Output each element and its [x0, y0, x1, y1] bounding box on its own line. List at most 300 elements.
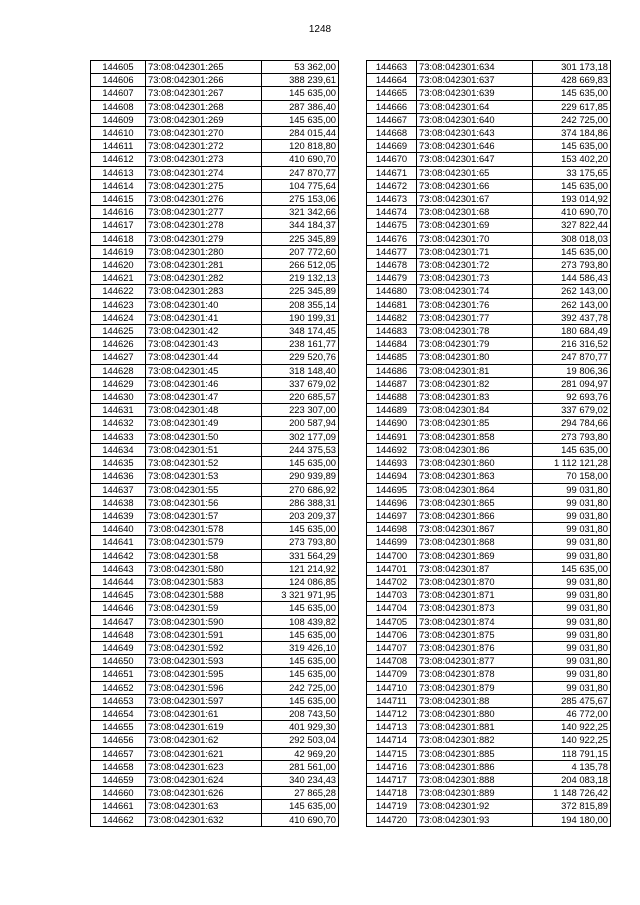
value-cell: 203 209,37	[262, 509, 339, 522]
table-row	[91, 496, 339, 509]
table-row	[91, 615, 339, 628]
value-cell: 392 437,78	[533, 311, 611, 324]
cadastral-number: 73:08:042301:53	[146, 470, 262, 483]
value-cell: 318 148,40	[262, 364, 339, 377]
cadastral-number: 73:08:042301:583	[146, 575, 262, 588]
table-row	[91, 166, 339, 179]
value-cell: 262 143,00	[533, 285, 611, 298]
cadastral-number: 73:08:042301:870	[417, 575, 533, 588]
value-cell: 308 018,03	[533, 232, 611, 245]
table-row	[91, 549, 339, 562]
value-cell: 410 690,70	[533, 206, 611, 219]
table-row	[367, 206, 611, 219]
cadastral-number: 73:08:042301:632	[146, 813, 262, 826]
row-number: 144720	[367, 813, 417, 826]
table-row	[367, 285, 611, 298]
cadastral-number: 73:08:042301:277	[146, 206, 262, 219]
row-number: 144644	[91, 575, 146, 588]
table-row	[91, 430, 339, 443]
table-row	[91, 113, 339, 126]
table-row	[91, 338, 339, 351]
row-number: 144705	[367, 615, 417, 628]
value-cell: 208 355,14	[262, 298, 339, 311]
value-cell: 3 321 971,95	[262, 589, 339, 602]
table-row	[91, 707, 339, 720]
cadastral-number: 73:08:042301:580	[146, 562, 262, 575]
cadastral-number: 73:08:042301:62	[146, 734, 262, 747]
value-cell: 262 143,00	[533, 298, 611, 311]
value-cell: 281 094,97	[533, 377, 611, 390]
row-number: 144661	[91, 800, 146, 813]
table-row	[367, 734, 611, 747]
row-number: 144662	[91, 813, 146, 826]
cadastral-number: 73:08:042301:65	[417, 166, 533, 179]
row-number: 144691	[367, 430, 417, 443]
value-cell: 327 822,44	[533, 219, 611, 232]
row-number: 144712	[367, 707, 417, 720]
row-number: 144702	[367, 575, 417, 588]
row-number: 144618	[91, 232, 146, 245]
cadastral-number: 73:08:042301:873	[417, 602, 533, 615]
table-row	[367, 430, 611, 443]
row-number: 144647	[91, 615, 146, 628]
value-cell: 145 635,00	[262, 602, 339, 615]
row-number: 144703	[367, 589, 417, 602]
value-cell: 340 234,43	[262, 773, 339, 786]
table-row	[367, 391, 611, 404]
row-number: 144629	[91, 377, 146, 390]
cadastral-number: 73:08:042301:58	[146, 549, 262, 562]
row-number: 144653	[91, 694, 146, 707]
table-row	[91, 232, 339, 245]
table-row	[367, 549, 611, 562]
row-number: 144605	[91, 61, 146, 74]
cadastral-number: 73:08:042301:56	[146, 496, 262, 509]
table-row	[91, 127, 339, 140]
cadastral-number: 73:08:042301:74	[417, 285, 533, 298]
table-row	[91, 734, 339, 747]
value-cell: 1 148 726,42	[533, 787, 611, 800]
cadastral-number: 73:08:042301:882	[417, 734, 533, 747]
value-cell: 242 725,00	[533, 113, 611, 126]
value-cell: 302 177,09	[262, 430, 339, 443]
table-row	[91, 219, 339, 232]
row-number: 144660	[91, 787, 146, 800]
row-number: 144627	[91, 351, 146, 364]
value-cell: 140 922,25	[533, 721, 611, 734]
cadastral-number: 73:08:042301:272	[146, 140, 262, 153]
value-cell: 284 015,44	[262, 127, 339, 140]
cadastral-number: 73:08:042301:93	[417, 813, 533, 826]
cadastral-number: 73:08:042301:866	[417, 509, 533, 522]
table-row	[367, 87, 611, 100]
value-cell: 145 635,00	[533, 245, 611, 258]
table-row	[367, 760, 611, 773]
cadastral-number: 73:08:042301:76	[417, 298, 533, 311]
table-row	[367, 562, 611, 575]
row-number: 144698	[367, 523, 417, 536]
row-number: 144639	[91, 509, 146, 522]
row-number: 144677	[367, 245, 417, 258]
row-number: 144643	[91, 562, 146, 575]
table-row	[367, 602, 611, 615]
cadastral-number: 73:08:042301:591	[146, 628, 262, 641]
cadastral-number: 73:08:042301:265	[146, 61, 262, 74]
value-cell: 388 239,61	[262, 74, 339, 87]
value-cell: 145 635,00	[262, 668, 339, 681]
cadastral-number: 73:08:042301:266	[146, 74, 262, 87]
cadastral-number: 73:08:042301:876	[417, 641, 533, 654]
table-row	[367, 245, 611, 258]
row-number: 144630	[91, 391, 146, 404]
value-cell: 331 564,29	[262, 549, 339, 562]
row-number: 144611	[91, 140, 146, 153]
value-cell: 223 307,00	[262, 404, 339, 417]
table-row	[367, 773, 611, 786]
table-row	[367, 153, 611, 166]
cadastral-number: 73:08:042301:889	[417, 787, 533, 800]
value-cell: 4 135,78	[533, 760, 611, 773]
table-row	[367, 470, 611, 483]
cadastral-number: 73:08:042301:877	[417, 655, 533, 668]
page-number: 1248	[308, 24, 332, 35]
value-cell: 99 031,80	[533, 523, 611, 536]
table-row	[91, 747, 339, 760]
row-number: 144656	[91, 734, 146, 747]
row-number: 144664	[367, 74, 417, 87]
value-cell: 99 031,80	[533, 602, 611, 615]
row-number: 144687	[367, 377, 417, 390]
value-cell: 153 402,20	[533, 153, 611, 166]
row-number: 144682	[367, 311, 417, 324]
cadastral-number: 73:08:042301:273	[146, 153, 262, 166]
table-row	[367, 536, 611, 549]
table-row	[367, 298, 611, 311]
value-cell: 118 791,15	[533, 747, 611, 760]
cadastral-number: 73:08:042301:879	[417, 681, 533, 694]
row-number: 144707	[367, 641, 417, 654]
table-row	[367, 443, 611, 456]
table-row	[91, 298, 339, 311]
table-row	[367, 509, 611, 522]
cadastral-number: 73:08:042301:59	[146, 602, 262, 615]
cadastral-number: 73:08:042301:860	[417, 457, 533, 470]
cadastral-number: 73:08:042301:282	[146, 272, 262, 285]
value-cell: 99 031,80	[533, 615, 611, 628]
value-cell: 99 031,80	[533, 509, 611, 522]
table-row	[367, 232, 611, 245]
cadastral-number: 73:08:042301:864	[417, 483, 533, 496]
cadastral-number: 73:08:042301:592	[146, 641, 262, 654]
row-number: 144671	[367, 166, 417, 179]
cadastral-number: 73:08:042301:868	[417, 536, 533, 549]
value-cell: 410 690,70	[262, 813, 339, 826]
cadastral-number: 73:08:042301:283	[146, 285, 262, 298]
value-cell: 121 214,92	[262, 562, 339, 575]
row-number: 144672	[367, 179, 417, 192]
cadastral-number: 73:08:042301:888	[417, 773, 533, 786]
value-cell: 294 784,66	[533, 417, 611, 430]
table-row	[367, 615, 611, 628]
table-row	[367, 113, 611, 126]
row-number: 144697	[367, 509, 417, 522]
value-cell: 229 617,85	[533, 100, 611, 113]
row-number: 144708	[367, 655, 417, 668]
value-cell: 92 693,76	[533, 391, 611, 404]
row-number: 144665	[367, 87, 417, 100]
value-cell: 190 199,31	[262, 311, 339, 324]
table-row	[367, 272, 611, 285]
table-row	[367, 404, 611, 417]
table-row	[91, 377, 339, 390]
table-row	[367, 589, 611, 602]
cadastral-number: 73:08:042301:87	[417, 562, 533, 575]
row-number: 144666	[367, 100, 417, 113]
value-cell: 145 635,00	[262, 87, 339, 100]
row-number: 144635	[91, 457, 146, 470]
row-number: 144676	[367, 232, 417, 245]
table-row	[91, 800, 339, 813]
row-number: 144675	[367, 219, 417, 232]
cadastral-number: 73:08:042301:274	[146, 166, 262, 179]
row-number: 144617	[91, 219, 146, 232]
value-cell: 144 586,43	[533, 272, 611, 285]
cadastral-number: 73:08:042301:875	[417, 628, 533, 641]
value-cell: 27 865,28	[262, 787, 339, 800]
row-number: 144609	[91, 113, 146, 126]
row-number: 144663	[367, 61, 417, 74]
cadastral-number: 73:08:042301:88	[417, 694, 533, 707]
cadastral-number: 73:08:042301:63	[146, 800, 262, 813]
table-row	[367, 681, 611, 694]
value-cell: 200 587,94	[262, 417, 339, 430]
cadastral-number: 73:08:042301:275	[146, 179, 262, 192]
value-cell: 247 870,77	[533, 351, 611, 364]
row-number: 144679	[367, 272, 417, 285]
table-row	[367, 655, 611, 668]
value-cell: 145 635,00	[262, 457, 339, 470]
value-cell: 145 635,00	[533, 179, 611, 192]
cadastral-number: 73:08:042301:579	[146, 536, 262, 549]
cadastral-number: 73:08:042301:865	[417, 496, 533, 509]
table-row	[91, 391, 339, 404]
cadastral-number: 73:08:042301:82	[417, 377, 533, 390]
row-number: 144701	[367, 562, 417, 575]
value-cell: 145 635,00	[262, 694, 339, 707]
cadastral-number: 73:08:042301:280	[146, 245, 262, 258]
value-cell: 410 690,70	[262, 153, 339, 166]
cadastral-number: 73:08:042301:73	[417, 272, 533, 285]
cadastral-number: 73:08:042301:45	[146, 364, 262, 377]
cadastral-number: 73:08:042301:874	[417, 615, 533, 628]
cadastral-number: 73:08:042301:595	[146, 668, 262, 681]
row-number: 144667	[367, 113, 417, 126]
value-cell: 244 375,53	[262, 443, 339, 456]
row-number: 144628	[91, 364, 146, 377]
value-cell: 99 031,80	[533, 655, 611, 668]
cadastral-number: 73:08:042301:624	[146, 773, 262, 786]
cadastral-number: 73:08:042301:86	[417, 443, 533, 456]
table-row	[91, 443, 339, 456]
row-number: 144716	[367, 760, 417, 773]
row-number: 144713	[367, 721, 417, 734]
row-number: 144648	[91, 628, 146, 641]
cadastral-number: 73:08:042301:276	[146, 193, 262, 206]
table-row	[91, 773, 339, 786]
table-row	[91, 417, 339, 430]
value-cell: 348 174,45	[262, 325, 339, 338]
value-cell: 225 345,89	[262, 285, 339, 298]
value-cell: 145 635,00	[533, 140, 611, 153]
cadastral-number: 73:08:042301:68	[417, 206, 533, 219]
table-row	[91, 457, 339, 470]
row-number: 144669	[367, 140, 417, 153]
value-cell: 99 031,80	[533, 628, 611, 641]
value-cell: 1 112 121,28	[533, 457, 611, 470]
table-row	[91, 193, 339, 206]
left-register-table	[90, 60, 339, 827]
table-row	[367, 747, 611, 760]
table-row	[367, 364, 611, 377]
cadastral-number: 73:08:042301:626	[146, 787, 262, 800]
value-cell: 337 679,02	[533, 404, 611, 417]
cadastral-number: 73:08:042301:46	[146, 377, 262, 390]
row-number: 144673	[367, 193, 417, 206]
value-cell: 219 132,13	[262, 272, 339, 285]
cadastral-number: 73:08:042301:66	[417, 179, 533, 192]
value-cell: 46 772,00	[533, 707, 611, 720]
row-number: 144610	[91, 127, 146, 140]
cadastral-number: 73:08:042301:51	[146, 443, 262, 456]
row-number: 144710	[367, 681, 417, 694]
table-row	[91, 272, 339, 285]
value-cell: 145 635,00	[262, 655, 339, 668]
table-row	[367, 496, 611, 509]
cadastral-number: 73:08:042301:80	[417, 351, 533, 364]
cadastral-number: 73:08:042301:858	[417, 430, 533, 443]
row-number: 144614	[91, 179, 146, 192]
cadastral-number: 73:08:042301:269	[146, 113, 262, 126]
cadastral-number: 73:08:042301:623	[146, 760, 262, 773]
value-cell: 286 388,31	[262, 496, 339, 509]
row-number: 144659	[91, 773, 146, 786]
value-cell: 238 161,77	[262, 338, 339, 351]
value-cell: 99 031,80	[533, 483, 611, 496]
cadastral-number: 73:08:042301:72	[417, 259, 533, 272]
table-row	[91, 364, 339, 377]
row-number: 144670	[367, 153, 417, 166]
cadastral-number: 73:08:042301:881	[417, 721, 533, 734]
value-cell: 99 031,80	[533, 549, 611, 562]
value-cell: 229 520,76	[262, 351, 339, 364]
cadastral-number: 73:08:042301:863	[417, 470, 533, 483]
row-number: 144719	[367, 800, 417, 813]
value-cell: 145 635,00	[533, 443, 611, 456]
right-table-body	[367, 61, 611, 827]
value-cell: 42 969,20	[262, 747, 339, 760]
table-row	[91, 536, 339, 549]
cadastral-number: 73:08:042301:593	[146, 655, 262, 668]
cadastral-number: 73:08:042301:61	[146, 707, 262, 720]
table-row	[91, 602, 339, 615]
cadastral-number: 73:08:042301:647	[417, 153, 533, 166]
cadastral-number: 73:08:042301:78	[417, 325, 533, 338]
table-row	[367, 127, 611, 140]
row-number: 144623	[91, 298, 146, 311]
cadastral-number: 73:08:042301:643	[417, 127, 533, 140]
row-number: 144632	[91, 417, 146, 430]
cadastral-number: 73:08:042301:41	[146, 311, 262, 324]
row-number: 144695	[367, 483, 417, 496]
row-number: 144624	[91, 311, 146, 324]
cadastral-number: 73:08:042301:637	[417, 74, 533, 87]
value-cell: 290 939,89	[262, 470, 339, 483]
cadastral-number: 73:08:042301:886	[417, 760, 533, 773]
cadastral-number: 73:08:042301:47	[146, 391, 262, 404]
value-cell: 53 362,00	[262, 61, 339, 74]
table-row	[367, 259, 611, 272]
value-cell: 104 775,64	[262, 179, 339, 192]
cadastral-number: 73:08:042301:52	[146, 457, 262, 470]
value-cell: 401 929,30	[262, 721, 339, 734]
table-row	[91, 523, 339, 536]
table-row	[367, 140, 611, 153]
table-row	[91, 140, 339, 153]
table-row	[91, 61, 339, 74]
table-row	[91, 721, 339, 734]
row-number: 144642	[91, 549, 146, 562]
row-number: 144621	[91, 272, 146, 285]
value-cell: 99 031,80	[533, 681, 611, 694]
value-cell: 180 684,49	[533, 325, 611, 338]
value-cell: 193 014,92	[533, 193, 611, 206]
row-number: 144631	[91, 404, 146, 417]
value-cell: 33 175,65	[533, 166, 611, 179]
cadastral-number: 73:08:042301:590	[146, 615, 262, 628]
cadastral-number: 73:08:042301:81	[417, 364, 533, 377]
table-row	[367, 523, 611, 536]
cadastral-number: 73:08:042301:71	[417, 245, 533, 258]
table-row	[367, 483, 611, 496]
row-number: 144685	[367, 351, 417, 364]
value-cell: 99 031,80	[533, 496, 611, 509]
row-number: 144711	[367, 694, 417, 707]
table-row	[91, 285, 339, 298]
row-number: 144622	[91, 285, 146, 298]
row-number: 144714	[367, 734, 417, 747]
cadastral-number: 73:08:042301:77	[417, 311, 533, 324]
row-number: 144704	[367, 602, 417, 615]
row-number: 144613	[91, 166, 146, 179]
value-cell: 19 806,36	[533, 364, 611, 377]
row-number: 144607	[91, 87, 146, 100]
value-cell: 208 743,50	[262, 707, 339, 720]
row-number: 144686	[367, 364, 417, 377]
row-number: 144650	[91, 655, 146, 668]
row-number: 144615	[91, 193, 146, 206]
table-row	[91, 153, 339, 166]
value-cell: 428 669,83	[533, 74, 611, 87]
table-row	[367, 179, 611, 192]
value-cell: 140 922,25	[533, 734, 611, 747]
value-cell: 270 686,92	[262, 483, 339, 496]
value-cell: 204 083,18	[533, 773, 611, 786]
value-cell: 344 184,37	[262, 219, 339, 232]
table-row	[91, 694, 339, 707]
value-cell: 145 635,00	[262, 628, 339, 641]
cadastral-number: 73:08:042301:619	[146, 721, 262, 734]
value-cell: 266 512,05	[262, 259, 339, 272]
